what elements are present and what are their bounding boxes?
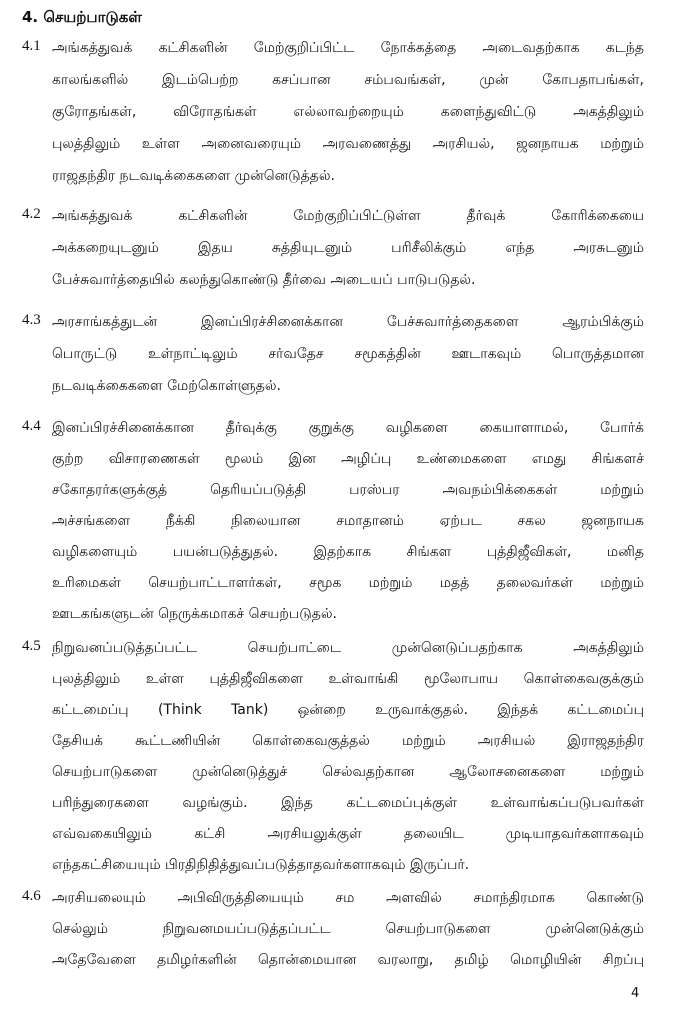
paragraph-line: கட்டமைப்பு (Think Tank) ஒன்றை உருவாக்குதல். இந்தக் கட்டமைப்பு <box>52 702 644 718</box>
paragraph-line: குரோதங்கள், விரோதங்கள் எல்லாவற்றையும் களைந்துவிட்டு அகத்திலும் <box>52 104 644 120</box>
paragraph-line: அரசாங்கத்துடன் இனப்பிரச்சினைக்கான பேச்சுவார்த்தைகளை ஆரம்பிக்கும் <box>52 314 644 330</box>
paragraph-line: செயற்பாடுகளை முன்னெடுத்துச் செல்வதற்கான ஆலோசனைகளை மற்றும் <box>52 764 644 780</box>
paragraph-line: சகோதரர்களுக்குத் தெரியப்படுத்தி பரஸ்பர அவநம்பிக்கைகள் மற்றும் <box>52 482 644 498</box>
paragraph-line: குற்ற விசாரணைகள் மூலம் இன அழிப்பு உண்மைகளை எமது சிங்களச் <box>52 451 644 467</box>
paragraph-number: 4.5 <box>22 638 41 654</box>
paragraph-line: வழிகளையும் பயன்படுத்துதல். இதற்காக சிங்கள புத்திஜீவிகள், மனித <box>52 544 644 560</box>
paragraph-line: எவ்வகையிலும் கட்சி அரசியலுக்குள் தலையிட முடியாதவர்களாகவும் <box>52 826 644 842</box>
paragraph-line: அதேவேளை தமிழர்களின் தொன்மையான வரலாறு, தமிழ் மொழியின் சிறப்பு <box>52 952 644 968</box>
paragraph-line: உரிமைகள் செயற்பாட்டாளர்கள், சமூக மற்றும் மதத் தலைவர்கள் மற்றும் <box>52 575 644 591</box>
paragraph-line: அரசியலையும் அபிவிருத்தியையும் சம அளவில் சமாந்திரமாக கொண்டு <box>52 890 644 906</box>
paragraph-number: 4.3 <box>22 312 41 328</box>
paragraph-line: அங்கத்துவக் கட்சிகளின் மேற்குறிப்பிட்டுள்ள தீர்வுக் கோரிக்கையை <box>52 208 644 224</box>
page-number: 4 <box>631 986 640 1001</box>
paragraph-line: அச்சங்களை நீக்கி நிலையான சமாதானம் ஏற்பட சகல ஜனநாயக <box>52 513 644 529</box>
paragraph-number: 4.4 <box>22 418 41 434</box>
paragraph-line: பேச்சுவார்த்தையில் கலந்துகொண்டு தீர்வை அடையப் பாடுபடுதல். <box>52 272 476 288</box>
paragraph-line: பொருட்டு உள்நாட்டிலும் சர்வதேச சமூகத்தின் ஊடாகவும் பொருத்தமான <box>52 346 644 362</box>
paragraph-line: அங்கத்துவக் கட்சிகளின் மேற்குறிப்பிட்ட நோக்கத்தை அடைவதற்காக கடந்த <box>52 40 644 56</box>
paragraph-number: 4.6 <box>22 888 41 904</box>
paragraph-line: புலத்திலும் உள்ள புத்திஜீவிகளை உள்வாங்கி மூலோபாய கொள்கைவகுக்கும் <box>52 671 644 687</box>
paragraph-line: அக்கறையுடனும் இதய சுத்தியுடனும் பரிசீலிக்கும் எந்த அரசுடனும் <box>52 240 644 256</box>
paragraph-number: 4.1 <box>22 38 41 54</box>
paragraph-line: பரிந்துரைகளை வழங்கும். இந்த கட்டமைப்புக்குள் உள்வாங்கப்படுபவர்கள் <box>52 795 644 811</box>
paragraph-line: தேசியக் கூட்டணியின் கொள்கைவகுத்தல் மற்றும் அரசியல் இராஜதந்திர <box>52 733 644 749</box>
paragraph-line: காலங்களில் இடம்பெற்ற கசப்பான சம்பவங்கள், முன் கோபதாபங்கள், <box>52 72 644 88</box>
paragraph-line: ஊடகங்களுடன் நெருக்கமாகச் செயற்படுதல். <box>52 606 337 622</box>
paragraph-line: புலத்திலும் உள்ள அனைவரையும் அரவணைத்து அரசியல், ஜனநாயக மற்றும் <box>52 136 644 152</box>
paragraph-line: ராஜதந்திர நடவடிக்கைகளை முன்னெடுத்தல். <box>52 168 335 184</box>
paragraph-line: எந்தகட்சியையும் பிரதிநிதித்துவப்படுத்தாதவர்களாகவும் இருப்பர். <box>52 857 470 873</box>
paragraph-line: இனப்பிரச்சினைக்கான தீர்வுக்கு குறுக்கு வழிகளை கையாளாமல், போர்க் <box>52 420 644 436</box>
paragraph-number: 4.2 <box>22 206 41 222</box>
section-heading: 4. செயற்பாடுகள் <box>22 8 142 26</box>
paragraph-line: நிறுவனப்படுத்தப்பட்ட செயற்பாட்டை முன்னெடுப்பதற்காக அகத்திலும் <box>52 640 644 656</box>
paragraph-line: நடவடிக்கைகளை மேற்கொள்ளுதல். <box>52 378 281 394</box>
paragraph-line: செல்லும் நிறுவனமயப்படுத்தப்பட்ட செயற்பாடுகளை முன்னெடுக்கும் <box>52 921 644 937</box>
